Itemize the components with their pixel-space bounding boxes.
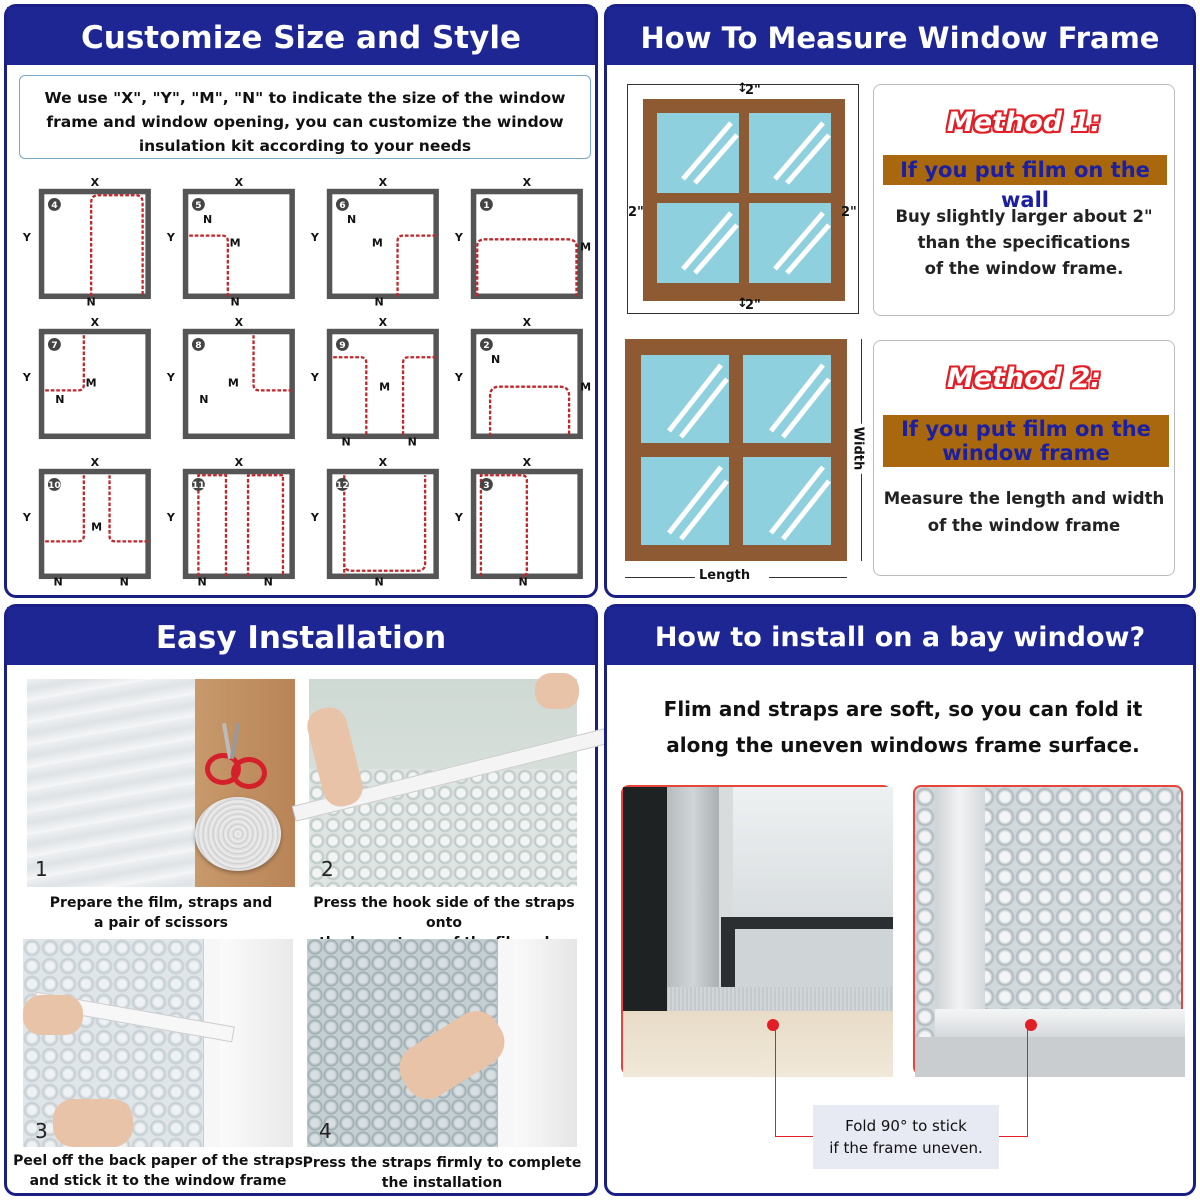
- dimension-label-inner-top: N: [202, 212, 213, 226]
- size-diagram: [22, 455, 161, 591]
- dimension-label-top: X: [90, 176, 100, 190]
- dimension-label-inner-bottom: N: [199, 393, 209, 407]
- step1-number: 1: [35, 857, 48, 881]
- dimension-label-inner-top: N: [346, 212, 357, 226]
- dimension-label-top: X: [234, 176, 244, 190]
- margin-top-arrow: ↕: [737, 81, 748, 96]
- dimension-label-bottom-right: N: [119, 575, 129, 589]
- dimension-label-left: Y: [454, 511, 463, 525]
- step2-number: 2: [321, 857, 334, 881]
- measure-title: How To Measure Window Frame: [607, 7, 1193, 65]
- diagram-badge: 3: [483, 480, 490, 492]
- method1-heading: Method 1:: [946, 107, 1102, 138]
- connector-left-vertical: [775, 1029, 776, 1137]
- strap-folded: [667, 987, 893, 1011]
- install-panel: [4, 604, 598, 1196]
- dimension-label-left: Y: [310, 511, 319, 525]
- marker-dot-1: [767, 1019, 779, 1031]
- dimension-label-top: X: [522, 316, 532, 330]
- window-frame-edge: [219, 939, 293, 1147]
- hand-left: [23, 995, 83, 1035]
- window-diagram-1: [643, 99, 845, 301]
- dimension-label-right-inner: M: [85, 376, 97, 390]
- dimension-label-bottom: N: [374, 575, 384, 589]
- dimension-label-top: X: [378, 316, 388, 330]
- dimension-label-top: X: [234, 456, 244, 470]
- strap-folded: [935, 1009, 1185, 1037]
- strap-roll: [195, 797, 281, 871]
- step4-caption: Press the straps firmly to complete the installation: [302, 1155, 582, 1191]
- dimension-label-top: X: [522, 176, 532, 190]
- install-title: Easy Installation: [7, 607, 595, 665]
- dimension-label-left: Y: [22, 371, 31, 385]
- width-label: Width: [850, 424, 865, 474]
- step2-caption: Press the hook side of the straps onto: [313, 895, 575, 931]
- hand: [391, 1002, 514, 1108]
- window-diagram-2: [625, 339, 847, 561]
- size-diagram: [310, 455, 449, 591]
- dimension-label-top: X: [378, 456, 388, 470]
- bay-note: Fold 90° to stick if the frame uneven.: [813, 1105, 999, 1169]
- diagram-badge: 9: [339, 340, 346, 352]
- size-diagram: [22, 175, 161, 311]
- diagram-badge: 6: [339, 200, 346, 212]
- dimension-label-top: X: [234, 316, 244, 330]
- window-frame-edge: [513, 939, 577, 1147]
- step3-number: 3: [35, 1119, 48, 1143]
- dimension-label-bottom: N: [374, 295, 384, 309]
- dimension-label-left: Y: [22, 231, 31, 245]
- scissors-icon: [205, 723, 261, 793]
- dimension-label-bottom-left: N: [197, 575, 207, 589]
- customize-intro: We use "X", "Y", "M", "N" to indicate the size of the window frame and window opening, you can customize the window insulation kit according to your needs: [19, 75, 591, 159]
- method1-bar: If you put film on the wall: [883, 155, 1167, 185]
- sill: [915, 1037, 1185, 1077]
- diagram-badge: 4: [51, 200, 58, 212]
- method2-bar: If you put film on the window frame: [883, 415, 1169, 467]
- size-diagram: [166, 315, 305, 451]
- dimension-label-inner-top: N: [490, 352, 501, 366]
- size-diagram: [166, 455, 305, 591]
- dimension-label-left-inner: M: [227, 376, 239, 390]
- margin-top-label: 2": [745, 83, 761, 98]
- film-sheet: [27, 679, 195, 887]
- hand-bottom: [53, 1099, 133, 1147]
- bay-panel: [604, 604, 1196, 1196]
- measure-panel: [604, 4, 1196, 598]
- dimension-label-bottom: N: [86, 295, 96, 309]
- dimension-label-left: Y: [310, 231, 319, 245]
- size-diagram: [22, 315, 161, 451]
- diagram-badge: 7: [51, 340, 58, 352]
- diagram-badge: 8: [195, 340, 202, 352]
- length-line-right: [769, 577, 847, 578]
- size-diagram: [454, 315, 593, 451]
- bay-title: How to install on a bay window?: [607, 607, 1193, 665]
- dimension-label-right-inner: M: [229, 236, 241, 250]
- size-diagram: [454, 455, 593, 591]
- dimension-label-left: Y: [166, 371, 175, 385]
- dimension-label-mid: M: [91, 520, 103, 534]
- method1-text: Buy slightly larger about 2" than the specifications of the window frame.: [895, 207, 1153, 278]
- diagram-badge: 11: [192, 480, 205, 492]
- customize-title: Customize Size and Style: [7, 7, 595, 65]
- sill: [623, 1011, 893, 1077]
- length-line-left: [625, 577, 695, 578]
- margin-left-label: 2": [628, 205, 644, 220]
- method2-heading: Method 2:: [946, 363, 1102, 394]
- diagram-badge: 1: [483, 200, 490, 212]
- step1-photo: [27, 679, 295, 887]
- dimension-label-top: X: [378, 176, 388, 190]
- diagram-badge: 5: [195, 200, 202, 212]
- customize-panel: [4, 4, 598, 598]
- margin-bottom-arrow: ↕: [737, 296, 748, 311]
- margin-right-label: 2": [841, 205, 857, 220]
- diagram-badge: 2: [483, 340, 490, 352]
- connector-right-vertical: [1027, 1029, 1028, 1137]
- dimension-label-bottom-left: N: [341, 435, 351, 449]
- dimension-label-left: Y: [454, 371, 463, 385]
- dimension-label-left: Y: [166, 511, 175, 525]
- size-diagram: [454, 175, 593, 311]
- step4-photo: [307, 939, 577, 1147]
- bay-photo-1: [621, 785, 891, 1075]
- dimension-label-top: X: [90, 316, 100, 330]
- bay-intro: Flim and straps are soft, so you can fold it along the uneven windows frame surface.: [663, 697, 1143, 757]
- margin-bottom-label: 2": [745, 298, 761, 313]
- step1-caption: Prepare the film, straps and a pair of scissors: [49, 895, 273, 931]
- strap-vertical: [203, 939, 220, 1147]
- dimension-label-top: X: [522, 456, 532, 470]
- method2-text: Measure the length and width of the window frame: [883, 489, 1165, 535]
- dimension-label-bottom: N: [518, 575, 528, 589]
- dimension-label-inner-bottom: N: [55, 393, 65, 407]
- dimension-label-left-inner: M: [371, 236, 383, 250]
- dimension-label-bottom: N: [230, 295, 240, 309]
- hand-right: [535, 673, 579, 709]
- dimension-label-bottom-left: N: [53, 575, 63, 589]
- step4-number: 4: [319, 1119, 332, 1143]
- dimension-label-bottom-right: N: [263, 575, 273, 589]
- size-diagram: [166, 175, 305, 311]
- dimension-label-left: Y: [22, 511, 31, 525]
- window-glass: [733, 787, 893, 937]
- bay-photo-2: [913, 785, 1183, 1075]
- size-diagram: [310, 315, 449, 451]
- step3-caption: Peel off the back paper of the straps and stick it to the window frame: [13, 1153, 303, 1189]
- size-diagram: [310, 175, 449, 311]
- strap-vertical: [935, 787, 985, 1037]
- dimension-label-left: Y: [454, 231, 463, 245]
- step3-photo: [23, 939, 293, 1147]
- dimension-label-bottom-right: N: [407, 435, 417, 449]
- step2-photo: [309, 679, 577, 887]
- dimension-label-mid: M: [379, 380, 391, 394]
- length-label: Length: [699, 568, 751, 583]
- diagram-badge: 12: [336, 480, 349, 492]
- dimension-label-right: M: [580, 380, 592, 394]
- dimension-label-right: M: [580, 240, 592, 254]
- dimension-label-top: X: [90, 456, 100, 470]
- dimension-label-left: Y: [310, 371, 319, 385]
- dimension-label-left: Y: [166, 231, 175, 245]
- diagram-badge: 10: [48, 480, 61, 492]
